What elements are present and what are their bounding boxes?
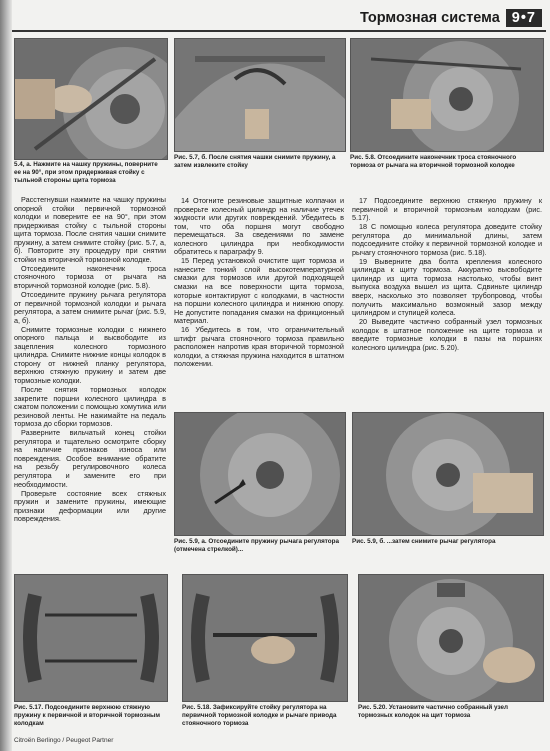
paragraph: 19 Выверните два болта крепления колесного цилиндра к щиту тормоза. Аккуратно высвободите цилиндр из щита тормоза настолько, чтобы винт выпуска воздуха вышел из щита. Сдвиньте цилиндр вверх, насколько это позволяет трубопровод, чтобы получить максимально возможный зазор между цилиндром и ступицей колеса. [352,256,542,318]
paragraph: Проверьте состояние всех стяжных пружин и замените пружины, имеющие признаки деформации или другие повреждения. [14,488,166,524]
caption-5-9a: Рис. 5.9, а. Отсоедините пружину рычага регулятора (отмечена стрелкой)... [174,538,340,553]
paragraph: Расстегнувши нажмите на чашку пружины опорной стойки первичной тормозной колодки и поверните ее на 90°, при этом придерживая стойку с тыльной стороны щита тормоза. После снятия чашки снимите пружину, а затем снимите стойку (рис. 5.7, а, б). Повторите эту процедуру при снятии стойки на вторичной тормозной колодке. [14,195,166,264]
photo-5-9a [174,412,346,536]
page-footer: Citroën Berlingo / Peugeot Partner [14,737,114,744]
paragraph: Снимите тормозные колодки с нижнего опорного пальца и высвободите из зацепления колесного тормозного цилиндра. Снимите нижние концы колодок в сторону от нижней планку регулятора, верхнюю стяжную пружину и затем две тормозные колодки. [14,324,166,385]
photo-5-7 [174,38,346,152]
photo-5-8 [350,38,544,152]
paragraph: 20 Выведите частично собранный узел тормозных колодок в штатное положение на щите тормоза и введите тормозные колодки в пазы на поршнях колесного цилиндра (рис. 5.20). [352,317,542,352]
paragraph: 17 Подсоедините верхнюю стяжную пружину к первичной и вторичной тормозным колодкам (рис. 5.17). [352,196,542,223]
paragraph: Отсоедините наконечник троса стояночного тормоза от рычага на вторичной тормозной колодке (рис. 5.8). [14,263,166,290]
header-rule [12,30,546,32]
caption-5-7: Рис. 5.7, б. После снятия чашки снимите пружину, а затем извлеките стойку [174,154,336,169]
section-title: Тормозная система [359,10,500,26]
paragraph: Разверните вильчатый конец стойки регулятора и тщательно осмотрите сборку на наличие признаков износа или повреждения. Особое внимание обратите на резьбу регулировочного колеса регулятора и замените его при необходимости. [14,428,166,489]
photo-5-20 [358,574,544,702]
page-header [330,6,542,30]
text-column-3 [352,197,542,353]
paragraph: 16 Убедитесь в том, что ограничительный штифт рычага стояночного тормоза правильно расположен напротив края вторичной тормозной колодки, а стяжная пружина находится в штатном положении. [174,325,344,369]
photo-5-9b [352,412,544,536]
caption-5-18: Рис. 5.18. Зафиксируйте стойку регулятора на первичной тормозной колодке и рычаге привода стояночного тормоза [182,704,337,727]
paragraph: 15 Перед установкой очистите щит тормоза и нанесите тонкий слой высокотемпературной смазки для тормозов или другой подходящей смазки на все поверхности щита тормоза, которые контактируют с колодками, в частности на поршни колесного цилиндра и нижнюю опору. Не допустите попадания смазки на фрикционный материал. [174,256,344,326]
caption-5-17: Рис. 5.17. Подсоедините верхнюю стяжную пружину к первичной и вторичной тормозным колодкам [14,704,161,727]
text-column-2 [174,197,344,369]
paragraph: 14 Отогните резиновые защитные колпачки и проверьте колесный цилиндр на наличие утечек жидкости или других повреждений. Убедитесь в том, что оба поршня могут свободно перемещаться. За сведениями по замене колесного цилиндра при необходимости обратитесь к параграфу 9. [174,196,344,257]
paragraph: Отсоедините пружину рычага регулятора от первичной тормозной колодки и рычага регулятора, а затем снимите рычаг (рис. 5.9, а, б). [14,290,166,325]
caption-5-9b: Рис. 5.9, б. ...затем снимите рычаг регулятора [352,538,496,545]
caption-5-4: 5.4, а. Нажмите на чашку пружины, поверните ее на 90°, при этом придерживая стойку с тыльной стороны щита тормоза [14,161,158,184]
paragraph: 18 С помощью колеса регулятора доведите стойку регулятора до минимальной длины, затем подсоедините стойку к первичной тормозной колодке и рычагу стояночного тормоза (рис. 5.18). [352,222,542,257]
page-number: 9•7 [506,9,542,27]
caption-5-20: Рис. 5.20. Установите частично собранный узел тормозных колодок на щит тормоза [358,704,508,719]
text-column-1 [14,196,166,524]
page-bleed-edge [0,0,12,751]
photo-5-4 [14,38,168,160]
paragraph: После снятия тормозных колодок закрепите поршни колесного цилиндра в сжатом положении с помощью хомутика или резиновой ленты. Не нажимайте на педаль тормоза до сборки тормозов. [14,385,166,429]
caption-5-8: Рис. 5.8. Отсоедините наконечник троса стояночного тормоза от рычага на вторичной тормозной колодке [350,154,517,169]
photo-5-17 [14,574,168,702]
photo-5-18 [182,574,348,702]
